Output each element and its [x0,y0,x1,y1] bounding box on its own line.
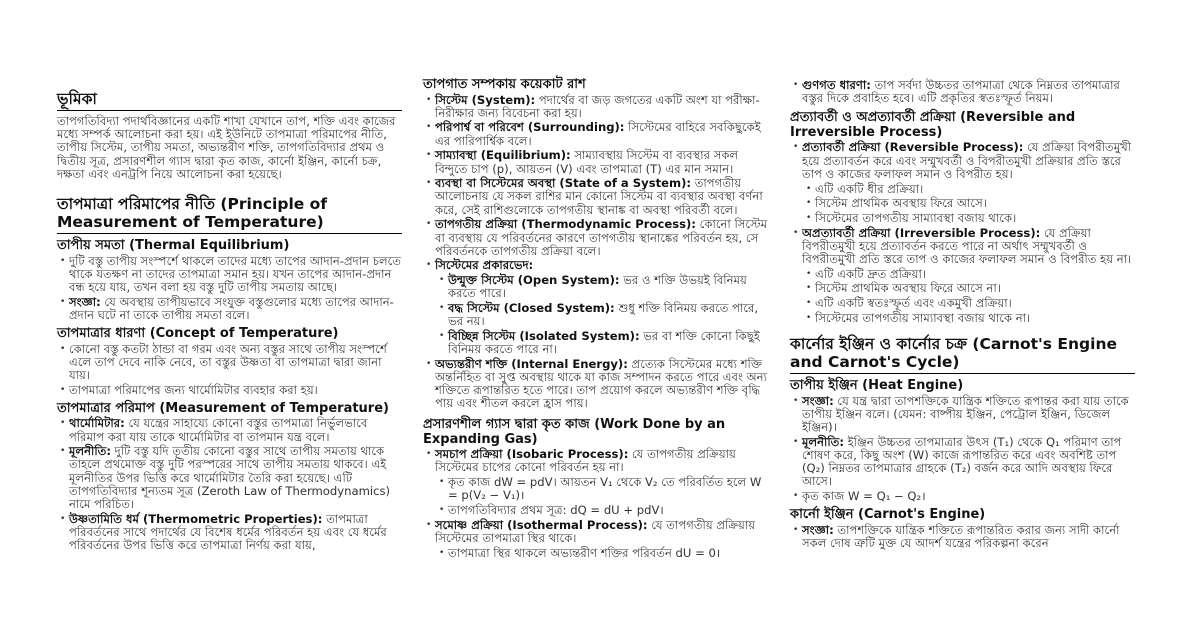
intro-heading: ভূমিকা [57,90,402,111]
list-item: • বিচ্ছিন্ন সিস্টেম (Isolated System): ভর বা শক্তি কোনো কিছুই বিনিময় করতে পারে না। [448,330,768,356]
list-item: • অপ্রত্যাবর্তী প্রক্রিয়া (Irreversible Process): যে প্রক্রিয়া বিপরীতমুখী হয়ে প্রত্যাবর্তন করতে পারে না অর্থাৎ সম্মুখবর্তী ও বিপরীতমুখী প্রতি স্তরে তাপ ও কাজের ফলাফল সমান ও বিপরীত হয় না। • এটি একটি দ্রুত প্রক্রিয়া। • সিস্টেম প্রাথমিক অবস্থায় ফিরে আসে না। • এটি একটি স্বতঃস্ফূর্ত এবং একমুখী প্রক্রিয়া। • সিস্টেমের তাপগতীয় সাম্যাবস্থা বজায় থাকে না। [802,227,1135,325]
subheading-thermodynamic-quantities: তাপগাত সম্পকায় কয়েকাট রাশ [423,77,586,92]
section-heading-carnot: কার্নোর ইঞ্জিন ও কার্নোর চক্র (Carnot's Engine and Carnot's Cycle) [790,335,1135,374]
list-item: • কৃত কাজ W = Q₁ − Q₂। [802,490,1135,503]
list-item: • অভ্যন্তরীণ শক্তি (Internal Energy): প্রত্যেক সিস্টেমের মধ্যে শক্তি অন্তর্নিহিত বা সুপ্ত অবস্থায় থাকে যা কাজ সম্পাদন করতে পারে এবং অন্য শক্তিতে রূপান্তরিত হতে পারে। তাপ প্রয়োগ করলে অভ্যন্তরীণ শক্তি বৃদ্ধি পায় এবং শীতল করলে হ্রাস পায়। [435,358,768,411]
list-item: • সিস্টেমের প্রকারভেদ: • উন্মুক্ত সিস্টেম (Open System): ভর ও শক্তি উভয়ই বিনিময় করতে পারে। • বদ্ধ সিস্টেম (Closed System): শুধু শক্তি বিনিময় করতে পারে, ভর নয়। • বিচ্ছিন্ন সিস্টেম (Isolated System): ভর বা শক্তি কোনো কিছুই বিনিময় করতে পারে না। [435,259,768,356]
list-item: • কোনো বস্তু কতটা ঠান্ডা বা গরম এবং অন্য বস্তুর সাথে তাপীয় সংস্পর্শে এলে তাপ দেবে নাকি নেবে, তা বস্তুর উষ্ণতা বা তাপমাত্রা দ্বারা জানা যায়। [69,343,402,383]
list-item: • এটি একটি ধীর প্রক্রিয়া। [815,183,1135,196]
system-types-list [435,274,768,356]
list-item: • সমোষ্ণ প্রক্রিয়া (Isothermal Process): যে তাপগতীয় প্রক্রিয়ায় সিস্টেমের তাপমাত্রা স্থির থাকে। • তাপমাত্রা স্থির থাকলে অভ্যন্তরীণ শক্তির পরিবর্তন dU = 0। [435,519,768,560]
list-item: • ব্যবস্থা বা সিস্টেমের অবস্থা (State of a System): তাপগতীয় আলোচনায় যে সকল রাশির মান কোনো সিস্টেম বা ব্যবস্থার অবস্থা বর্ণনা করে, সেই রাশিগুলোকে তাপগতীয় স্থানাঙ্ক বা অবস্থা পরিবর্তী বলে। [435,177,768,217]
subheading-thermal-equilibrium: তাপীয় সমতা (Thermal Equilibrium) [57,238,290,254]
subheading-reversible-process: প্রত্যাবর্তী ও অপ্রত্যাবর্তী প্রক্রিয়া (Reversible and Irreversible Process) [790,109,1076,140]
list-item: • সিস্টেম প্রাথমিক অবস্থায় ফিরে আসে না। [815,282,1135,295]
subheading-carnot-engine: কার্নো ইঞ্জিন (Carnot's Engine) [790,507,986,523]
list-item: • উন্মুক্ত সিস্টেম (Open System): ভর ও শক্তি উভয়ই বিনিময় করতে পারে। [448,274,768,300]
intro-paragraph: তাপগতিবিদ্যা পদার্থবিজ্ঞানের একটি শাখা যেখানে তাপ, শক্তি এবং কাজের মধ্যে সম্পর্ক আলোচনা করা হয়। এই ইউনিটে তাপমাত্রা পরিমাপের নীতি, তাপীয় সিস্টেম, তাপীয় সমতা, অভ্যন্তরীণ শক্তি, তাপগতিবিদ্যার প্রথম ও দ্বিতীয় সূত্র, প্রসারণশীল গ্যাস দ্বারা কৃত কাজ, কার্নো ইঞ্জিন, কার্নো চক্র, দক্ষতা এবং এনট্রপি নিয়ে আলোচনা করা হয়েছে। [57,114,396,181]
list-item: • মূলনীতি: ইঞ্জিন উচ্চতর তাপমাত্রার উৎস (T₁) থেকে Q₁ পরিমাণ তাপ শোষণ করে, কিছু অংশ (W) কাজে রূপান্তরিত করে এবং অবশিষ্ট তাপ (Q₂) নিম্নতর তাপমাত্রার গ্রাহকে (T₂) বর্জন করে আদি অবস্থায় ফিরে আসে। [802,436,1135,489]
subheading-concept-temperature: তাপমাত্রার ধারণা (Concept of Temperature) [57,326,339,342]
list-item: • তাপমাত্রা স্থির থাকলে অভ্যন্তরীণ শক্তির পরিবর্তন dU = 0। [448,547,768,560]
list-item: • সংজ্ঞা: যে যন্ত্র দ্বারা তাপশক্তিকে যান্ত্রিক শক্তিতে রূপান্তর করা যায় তাকে তাপীয় ইঞ্জিন বলে। (যেমন: বাষ্পীয় ইঞ্জিন, পেট্রোল ইঞ্জিন, ডিজেল ইঞ্জিন)। [802,395,1135,435]
list-item: • সংজ্ঞা: যে অবস্থায় তাপীয়ভাবে সংযুক্ত বস্তুগুলোর মধ্যে তাপের আদান-প্রদান ঘটে না তাকে তাপীয় সমতা বলে। [69,296,402,322]
column-left [57,90,402,554]
concept-temperature-list [57,343,402,397]
column-right [790,77,1135,552]
list-item: • মূলনীতি: দুটি বস্তু যদি তৃতীয় কোনো বস্তুর সাথে তাপীয় সমতায় থাকে তাহলে প্রথমোক্ত বস্তু দুটি পরস্পরের সাথে তাপীয় সমতায় থাকবে। এই মূলনীতির উপর ভিত্তি করে থার্মোমিটার তৈরি করা হয়েছে। এটি তাপগতিবিদ্যার শূন্যতম সূত্র (Zeroth Law of Thermodynamics) নামে পরিচিত। [69,445,402,511]
subheading-work-expanding-gas: প্রসারণশীল গ্যাস দ্বারা কৃত কাজ (Work Done by an Expanding Gas) [423,416,726,447]
work-list [423,448,768,560]
list-item: • সিস্টেম (System): পদার্থের বা জড় জগতের একটি অংশ যা পরীক্ষা-নিরীক্ষার জন্য বিবেচনা করা হয়। [435,94,768,120]
section-heading-temperature-principle: তাপমাত্রা পরিমাপের নীতি (Principle of Measurement of Temperature) [57,195,402,234]
list-item: • বদ্ধ সিস্টেম (Closed System): শুধু শক্তি বিনিময় করতে পারে, ভর নয়। [448,302,768,328]
list-item: • সংজ্ঞা: তাপশক্তিকে যান্ত্রিক শক্তিতে রূপান্তরিত করার জন্য সাদী কার্নো সকল দোষ ত্রুটি মুক্ত যে আদর্শ যন্ত্রের পরিকল্পনা করেন [802,524,1135,550]
list-item: • গুণগত ধারণা: তাপ সর্বদা উচ্চতর তাপমাত্রা থেকে নিম্নতর তাপমাত্রার বস্তুর দিকে প্রবাহিত হবে। এটি প্রকৃতির স্বতঃস্ফূর্ত নিয়ম। [802,79,1135,105]
list-item: • দুটি বস্তু তাপীয় সংস্পর্শে থাকলে তাদের মধ্যে তাপের আদান-প্রদান চলতে থাকে যতক্ষণ না তাদের তাপমাত্রা সমান হয়। যখন তাপের আদান-প্রদান বন্ধ হয়ে যায়, তখন বলা হয় বস্তু দুটি তাপীয় সমতায় আছে। [69,255,402,295]
list-item: • প্রত্যাবর্তী প্রক্রিয়া (Reversible Process): যে প্রক্রিয়া বিপরীতমুখী হয়ে প্রত্যাবর্তন করে এবং সম্মুখবর্তী ও বিপরীতমুখী প্রক্রিয়ার প্রতি স্তরে তাপ ও কাজের ফলাফল সমান ও বিপরীত হয়। • এটি একটি ধীর প্রক্রিয়া। • সিস্টেম প্রাথমিক অবস্থায় ফিরে আসে। • সিস্টেমের তাপগতীয় সাম্যাবস্থা বজায় থাকে। [802,141,1135,225]
list-item: • এটি একটি স্বতঃস্ফূর্ত এবং একমুখী প্রক্রিয়া। [815,297,1135,310]
list-item: • পরিপার্শ্ব বা পরিবেশ (Surrounding): সিস্টেমের বাহিরে সবকিছুকেই এর পারিপার্শ্বিক বলে। [435,121,768,147]
list-item: • সিস্টেম প্রাথমিক অবস্থায় ফিরে আসে। [815,197,1135,210]
list-item: • উষ্ণতামিতি ধর্ম (Thermometric Properties): তাপমাত্রা পরিবর্তনের সাথে পদার্থের যে বিশেষ ধর্মের পরিবর্তন হয় এবং যে ধর্মের পরিবর্তনের উপর ভিত্তি করে তাপমাত্রা নির্ণয় করা যায়, [69,513,402,553]
list-item: • সমচাপ প্রক্রিয়া (Isobaric Process): যে তাপগতীয় প্রক্রিয়ায় সিস্টেমের চাপের কোনো পরিবর্তন হয় না। • কৃত কাজ dW = pdV। আয়তন V₁ থেকে V₂ তে পরিবর্তিত হলে W = p(V₂ − V₁)। • তাপগতিবিদ্যার প্রথম সূত্র: dQ = dU + pdV। [435,448,768,517]
measurement-temperature-list [57,417,402,552]
list-item: • তাপমাত্রা পরিমাপের জন্য থার্মোমিটার ব্যবহার করা হয়। [69,384,402,397]
heat-engine-list [790,395,1135,504]
list-item: • তাপগতীয় প্রক্রিয়া (Thermodynamic Process): কোনো সিস্টেম বা ব্যবস্থায় যে পরিবর্তনের কারণে তাপগতীয় স্থানাঙ্কের পরিবর্তন হয়, সে পরিবর্তনকে তাপগতীয় প্রক্রিয়া বলে। [435,218,768,258]
list-item: • সিস্টেমের তাপগতীয় সাম্যাবস্থা বজায় থাকে না। [815,312,1135,325]
list-item: • থার্মোমিটার: যে যন্ত্রের সাহায্যে কোনো বস্তুর তাপমাত্রা নির্ভুলভাবে পরিমাপ করা যায় তাকে থার্মোমিটার বা তাপমান যন্ত্র বলে। [69,417,402,443]
list-item: • সিস্টেমের তাপগতীয় সাম্যাবস্থা বজায় থাকে। [815,212,1135,225]
list-item: • সাম্যাবস্থা (Equilibrium): সাম্যাবস্থায় সিস্টেম বা ব্যবস্থার সকল বিন্দুতে চাপ (p), আয়তন (V) এবং তাপমাত্রা (T) এর মান সমান। [435,149,768,175]
reversible-list [790,141,1135,325]
carnot-engine-list [790,524,1135,550]
list-item: • এটি একটি দ্রুত প্রক্রিয়া। [815,268,1135,281]
quantities-list [423,94,768,411]
column-middle [423,77,768,561]
subheading-measurement-temperature: তাপমাত্রার পরিমাপ (Measurement of Temperature) [57,400,389,416]
list-item: • তাপগতিবিদ্যার প্রথম সূত্র: dQ = dU + pdV। [448,504,768,517]
subheading-heat-engine: তাপীয় ইঞ্জিন (Heat Engine) [790,378,964,394]
thermal-equilibrium-list [57,255,402,323]
list-item: • কৃত কাজ dW = pdV। আয়তন V₁ থেকে V₂ তে পরিবর্তিত হলে W = p(V₂ − V₁)। [448,476,768,502]
